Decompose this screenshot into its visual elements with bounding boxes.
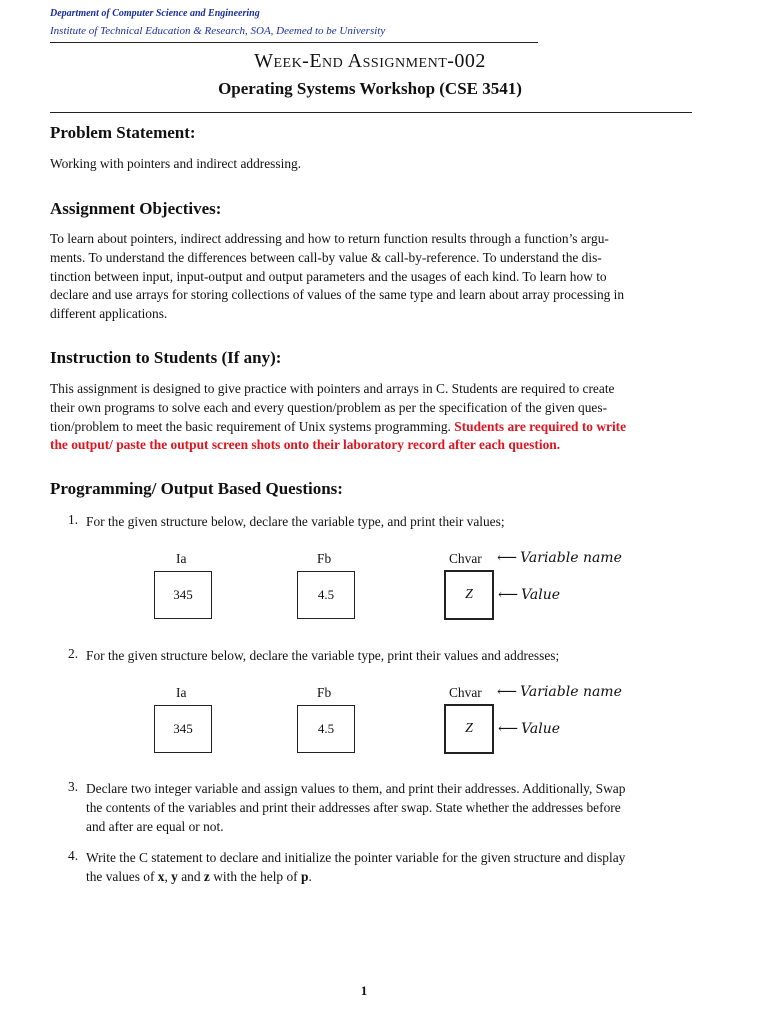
page-number: 1 xyxy=(360,983,368,998)
var-x: x xyxy=(157,869,165,884)
value-box: Z xyxy=(444,570,494,620)
var-p: p xyxy=(300,869,309,884)
question-1-text: For the given structure below, declare the variable type, and print their values; xyxy=(86,514,505,529)
question-number: 2. xyxy=(68,646,79,661)
page-title: Week-End Assignment-002 xyxy=(254,50,486,72)
instructions-highlight: Students are required to write xyxy=(454,418,627,434)
questions-heading: Programming/ Output Based Questions: xyxy=(50,479,343,498)
question-2-text: For the given structure below, declare the variable type, print their values and addresses; xyxy=(86,648,560,663)
instructions-line xyxy=(50,418,691,437)
question-3-line: the contents of the variables and print their addresses after swap. State whether the addresses before xyxy=(86,800,621,815)
value-annotation: ⟵ Value xyxy=(498,587,561,603)
instructions-plain: tion/problem to meet the basic requirement of Unix systems programming. xyxy=(50,418,455,434)
objectives-line: tinction between input, input-output and output parameters and the usages of each kind. To learn how to xyxy=(50,268,607,284)
value-annotation: ⟵ Value xyxy=(498,721,561,737)
value-box: Z xyxy=(444,704,494,754)
instructions-highlight: the output/ paste the output screen shots onto their laboratory record after each question. xyxy=(50,437,561,453)
question-4-text xyxy=(86,848,691,886)
value-box: 345 xyxy=(154,705,212,753)
var-z: z xyxy=(203,869,210,884)
header-rule xyxy=(50,42,538,43)
value-box: 4.5 xyxy=(297,705,355,753)
question-number: 3. xyxy=(68,779,79,794)
title-rule xyxy=(50,112,692,113)
objectives-heading: Assignment Objectives: xyxy=(50,199,222,218)
objectives-line: different applications. xyxy=(50,306,168,322)
institute-header: Institute of Technical Education & Research, SOA, Deemed to be University xyxy=(50,25,386,37)
problem-heading: Problem Statement: xyxy=(50,123,196,142)
question-3-text xyxy=(86,779,691,836)
instructions-text xyxy=(50,380,691,455)
objectives-line: ments. To understand the differences between call-by value & call-by-reference. To understand the dis- xyxy=(50,249,602,265)
course-subtitle: Operating Systems Workshop (CSE 3541) xyxy=(218,79,522,98)
variable-name: Fb xyxy=(317,551,332,566)
question-3-line: Declare two integer variable and assign values to them, and print their addresses. Additionally, Swap xyxy=(86,781,626,796)
left-arrow-icon: ⟵ xyxy=(497,684,518,700)
question-number: 4. xyxy=(68,848,79,863)
left-arrow-icon: ⟵ xyxy=(498,721,519,737)
variable-name: Ia xyxy=(176,685,187,700)
value-box: 4.5 xyxy=(297,571,355,619)
left-arrow-icon: ⟵ xyxy=(498,587,519,603)
department-header: Department of Computer Science and Engineering xyxy=(50,8,260,19)
objectives-line: To learn about pointers, indirect addressing and how to return function results through a function’s argu- xyxy=(50,231,609,246)
question-3-line: and after are equal or not. xyxy=(86,819,224,834)
problem-text: Working with pointers and indirect addressing. xyxy=(50,156,302,171)
name-annotation: ⟵ Variable name xyxy=(497,684,622,700)
name-annotation: ⟵ Variable name xyxy=(497,550,622,566)
var-y: y xyxy=(171,869,178,884)
objectives-text xyxy=(50,230,691,324)
variable-name: Chvar xyxy=(449,685,482,700)
question-number: 1. xyxy=(68,512,79,527)
question-4-line: the values of x, y and z with the help of p. xyxy=(86,869,312,884)
instructions-line: This assignment is designed to give practice with pointers and arrays in C. Students are required to create xyxy=(50,381,615,396)
objectives-line: declare and use arrays for storing collections of values of the same type and learn about array processing in xyxy=(50,287,625,303)
left-arrow-icon: ⟵ xyxy=(497,550,518,566)
variable-name: Fb xyxy=(317,685,332,700)
question-4-line: Write the C statement to declare and initialize the pointer variable for the given structure and display xyxy=(86,850,626,865)
instructions-line: their own programs to solve each and every question/problem as per the specification of the given ques- xyxy=(50,399,608,415)
variable-name: Chvar xyxy=(449,551,482,566)
value-box: 345 xyxy=(154,571,212,619)
variable-name: Ia xyxy=(176,551,187,566)
instructions-heading: Instruction to Students (If any): xyxy=(50,348,282,367)
